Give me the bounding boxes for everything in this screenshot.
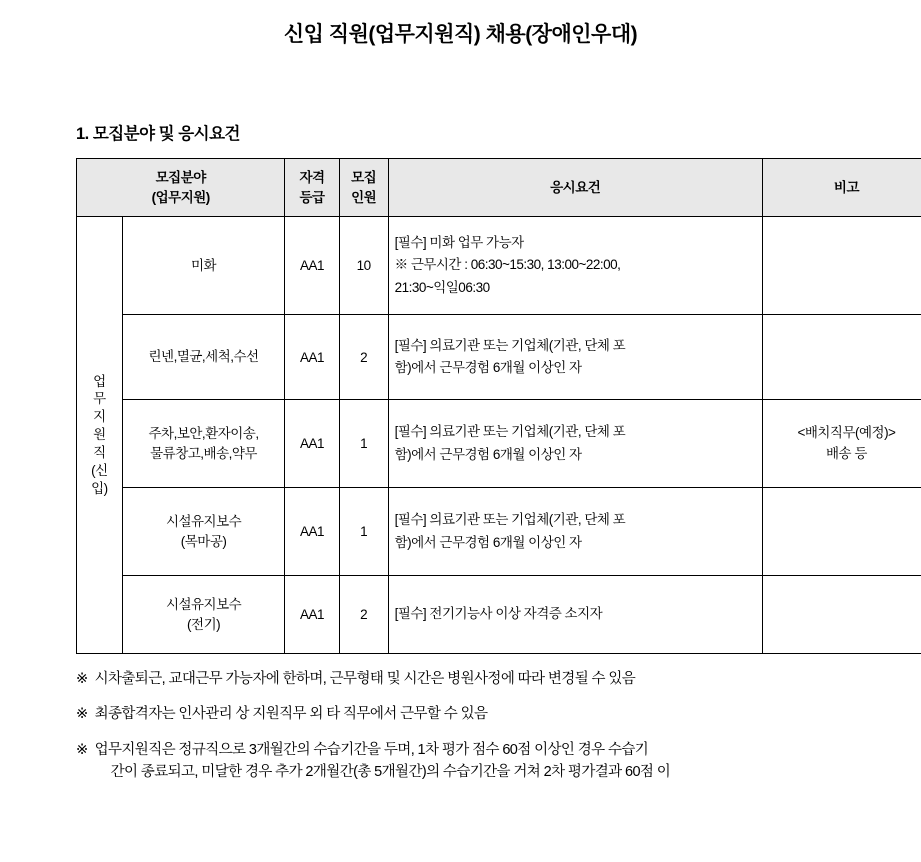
cell-field [122,400,285,488]
cell-requirements [388,217,762,315]
header-grade-line1: 자격 [299,170,324,185]
footnote-text-block [95,739,921,784]
cell-count: 1 [339,488,388,576]
group-label-char: 무 [83,390,116,408]
group-label-char: 원 [83,426,116,444]
footnotes [76,668,921,784]
field-main: 시설유지보수 [166,514,241,529]
table-header-row [77,159,921,217]
req-line: 함)에서 근무경험 6개월 이상인 자 [395,444,756,466]
table-row [77,400,921,488]
cell-requirements [388,488,762,576]
page-title: 신입 직원(업무지원직) 채용(장애인우대) [33,18,888,48]
header-requirements: 응시요건 [388,159,762,217]
cell-grade: AA1 [285,315,339,400]
req-line: [필수] 전기기능사 이상 자격증 소지자 [395,603,756,625]
req-line: [필수] 의료기관 또는 기업체(기관, 단체 포 [395,509,756,531]
req-line: [필수] 의료기관 또는 기업체(기관, 단체 포 [395,335,756,357]
table-row [77,217,921,315]
header-count-line2: 인원 [351,190,376,205]
footnote-mark: ※ [76,739,88,784]
document-page [0,18,921,862]
cell-requirements [388,400,762,488]
header-grade-line2: 등급 [299,190,324,205]
header-note: 비고 [762,159,921,217]
footnote-line: 업무지원직은 정규직으로 3개월간의 수습기간을 두며, 1차 평가 점수 60점 이상인 경우 수습기 [95,742,649,758]
note-line: 배송 등 [769,444,921,464]
table-row [77,488,921,576]
field-sub: 물류창고,배송,약무 [129,444,279,464]
group-label-char: 지 [83,408,116,426]
cell-field [122,217,285,315]
cell-count: 2 [339,576,388,654]
cell-note [762,400,921,488]
header-field-sub: (업무지원) [152,190,210,205]
req-line: 21:30~익일06:30 [395,277,756,299]
table-row [77,315,921,400]
cell-count: 10 [339,217,388,315]
header-grade [285,159,339,217]
cell-grade: AA1 [285,400,339,488]
footnote-text: 최종합격자는 인사관리 상 지원직무 외 타 직무에서 근무할 수 있음 [95,703,921,725]
cell-grade: AA1 [285,217,339,315]
recruitment-table [76,158,921,654]
footnote-item [76,668,921,690]
cell-count: 2 [339,315,388,400]
cell-note [762,488,921,576]
req-line: [필수] 미화 업무 가능자 [395,232,756,254]
section-heading: 1. 모집분야 및 응시요건 [33,120,888,144]
cell-note [762,576,921,654]
req-line: 함)에서 근무경험 6개월 이상인 자 [395,532,756,554]
group-label-char: 업 [83,373,116,391]
cell-grade: AA1 [285,576,339,654]
note-line: <배치직무(예정)> [769,423,921,443]
header-count [339,159,388,217]
footnote-item [76,739,921,784]
header-field-main: 모집분야 [156,170,206,185]
group-label-char: (신입) [83,462,116,498]
field-sub: (목마공) [129,532,279,552]
req-line: 함)에서 근무경험 6개월 이상인 자 [395,357,756,379]
group-label-cell [77,217,123,654]
footnote-line-cont: 간이 종료되고, 미달한 경우 추가 2개월간(총 5개월간)의 수습기간을 거쳐 2차 평가결과 60점 이 [95,761,921,783]
cell-requirements [388,315,762,400]
field-main: 주차,보안,환자이송, [149,426,259,441]
group-label-char: 직 [83,444,116,462]
cell-grade: AA1 [285,488,339,576]
field-sub: (전기) [129,615,279,635]
cell-note [762,315,921,400]
field-main: 시설유지보수 [166,597,241,612]
cell-field [122,488,285,576]
field-main: 미화 [191,258,216,273]
field-main: 린넨,멸균,세척,수선 [149,349,259,364]
cell-field [122,576,285,654]
req-line: [필수] 의료기관 또는 기업체(기관, 단체 포 [395,421,756,443]
table-row [77,576,921,654]
footnote-item [76,703,921,725]
footnote-text: 시차출퇴근, 교대근무 가능자에 한하며, 근무형태 및 시간은 병원사정에 따라 변경될 수 있음 [95,668,921,690]
cell-note [762,217,921,315]
cell-requirements [388,576,762,654]
footnote-mark: ※ [76,703,88,725]
cell-field [122,315,285,400]
req-line: ※ 근무시간 : 06:30~15:30, 13:00~22:00, [395,254,756,276]
header-count-line1: 모집 [351,170,376,185]
footnote-mark: ※ [76,668,88,690]
header-field [77,159,285,217]
cell-count: 1 [339,400,388,488]
